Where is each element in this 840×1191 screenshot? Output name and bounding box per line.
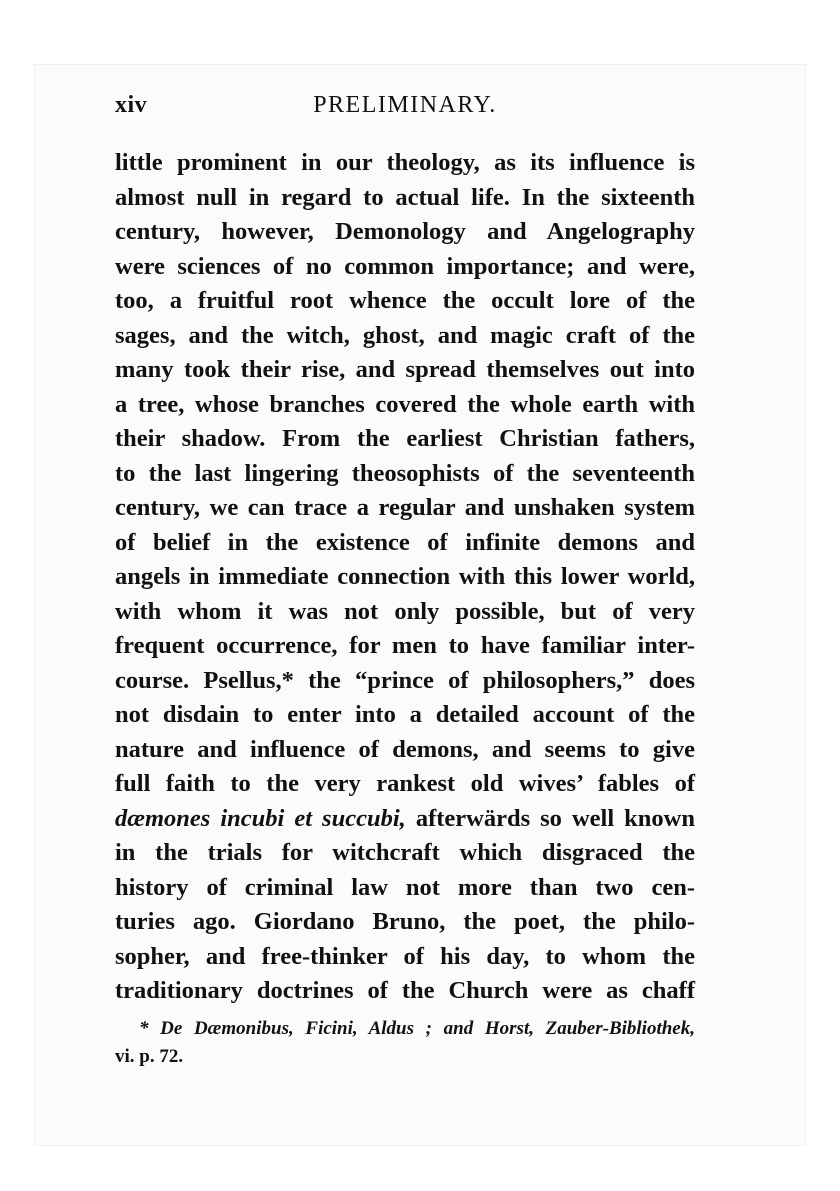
text-line: their shadow. From the earliest Christian fathers, <box>115 425 695 452</box>
text-line: course. Psellus,* the “prince of philosophers,” does <box>115 666 695 694</box>
text-line: traditionary doctrines of the Church were as chaff <box>115 977 695 1004</box>
body-text <box>115 146 695 1009</box>
text-line: many took their rise, and spread themselves out into <box>115 356 695 383</box>
text-line: not disdain to enter into a detailed account of the <box>115 701 695 728</box>
text-line: century, we can trace a regular and unshaken system <box>115 494 695 521</box>
text-line: sopher, and free-thinker of his day, to whom the <box>115 942 695 970</box>
text-line: of belief in the existence of infinite demons and <box>115 528 695 556</box>
text-line: frequent occurrence, for men to have familiar inter- <box>115 632 695 659</box>
text-line: almost null in regard to actual life. In the sixteenth <box>115 183 695 211</box>
text-line: sages, and the witch, ghost, and magic craft of the <box>115 321 695 349</box>
text-line-mixed <box>115 802 695 837</box>
text-line: history of criminal law not more than two cen- <box>115 873 695 901</box>
text-line: century, however, Demonology and Angelography <box>115 218 695 245</box>
footnote <box>115 1015 695 1071</box>
text-line: full faith to the very rankest old wives’ fables of <box>115 770 695 797</box>
text-line: angels in immediate connection with this lower world, <box>115 563 695 590</box>
footnote-line: vi. p. 72. <box>115 1046 184 1067</box>
text-line: too, a fruitful root whence the occult lore of the <box>115 287 695 314</box>
text-run: afterwärds so well known <box>405 804 695 832</box>
text-line: little prominent in our theology, as its influence is <box>115 149 695 176</box>
text-line: nature and influence of demons, and seems to give <box>115 735 695 763</box>
text-line: a tree, whose branches covered the whole earth with <box>115 390 695 418</box>
page-header <box>115 92 695 126</box>
page-number: xiv <box>115 92 148 118</box>
text-line: with whom it was not only possible, but of very <box>115 597 695 625</box>
running-title: PRELIMINARY. <box>313 92 497 118</box>
italic-phrase: dæmones incubi et succubi, <box>115 804 406 832</box>
text-line: in the trials for witchcraft which disgraced the <box>115 839 695 866</box>
text-line: were sciences of no common importance; and were, <box>115 252 695 280</box>
footnote-line: * De Dæmonibus, Ficini, Aldus ; and Horst, Zauber-Bibliothek, <box>139 1018 695 1039</box>
text-line: to the last lingering theosophists of the seventeenth <box>115 459 695 487</box>
text-line: turies ago. Giordano Bruno, the poet, the philo- <box>115 908 695 935</box>
